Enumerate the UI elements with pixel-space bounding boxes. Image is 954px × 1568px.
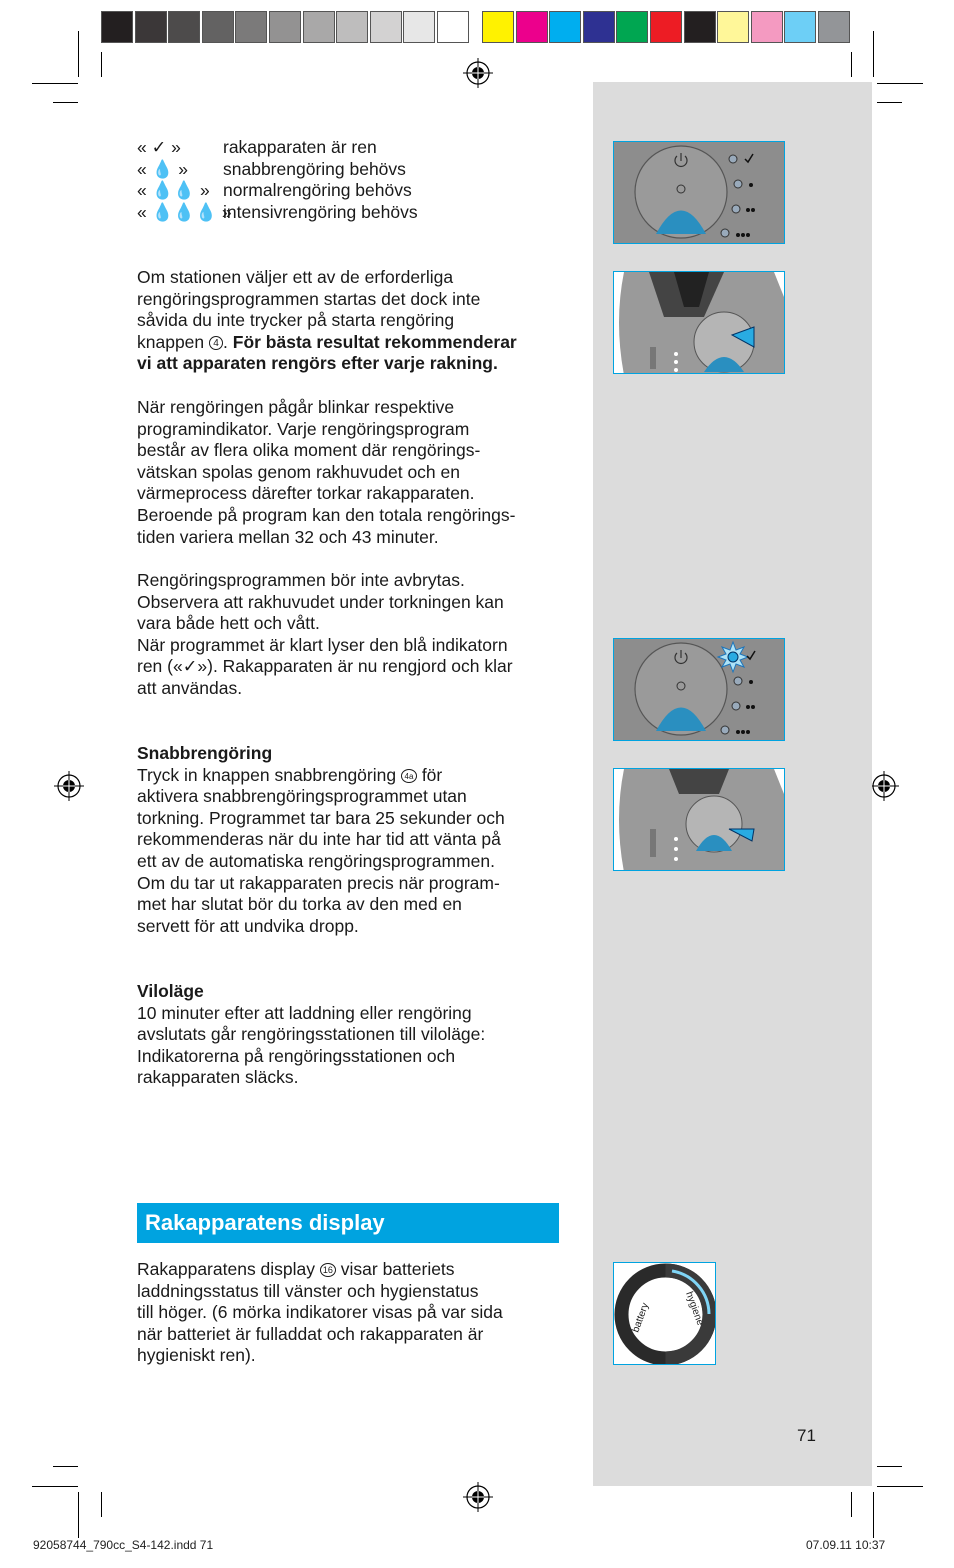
crop-mark: [877, 1466, 902, 1467]
figure-shaver-display: [613, 1262, 716, 1365]
display-ring-illustration: [614, 1263, 716, 1365]
crop-mark: [53, 1466, 78, 1467]
text-line: 10 minuter efter att laddning eller rengöring: [137, 1002, 472, 1023]
page-number: 71: [797, 1426, 816, 1445]
hygiene-label: hygiene: [683, 1290, 706, 1327]
color-swatch: [403, 11, 435, 43]
crop-mark: [851, 1492, 852, 1517]
legend-row: [137, 202, 567, 224]
legend-row: [137, 137, 567, 159]
registration-mark-icon: [463, 1482, 493, 1512]
color-swatch: [168, 11, 200, 43]
text-line: tiden variera mellan 32 och 43 minuter.: [137, 526, 439, 547]
figure-press-quick-clean: [613, 768, 785, 871]
text-line: ren («✓»). Rakapparaten är nu rengjord och klar: [137, 656, 513, 677]
color-swatch: [202, 11, 234, 43]
color-swatch: [784, 11, 816, 43]
text-line: servett för att undvika dropp.: [137, 915, 359, 936]
press-button-illustration: [614, 272, 785, 374]
text-line: när batteriet är fulladdat och rakapparaten är: [137, 1323, 484, 1344]
text-line: rekommenderas när du inte har tid att vänta på: [137, 829, 501, 850]
crop-mark: [78, 31, 79, 77]
text-fragment: Tryck in knappen snabbrengöring: [137, 764, 401, 785]
figure-press-clean-button: [613, 271, 785, 374]
color-swatch: [684, 11, 716, 43]
registration-mark-icon: [54, 771, 84, 801]
color-swatch: [650, 11, 682, 43]
text-line: Om stationen väljer ett av de erforderliga: [137, 267, 454, 287]
reference-number: 4: [209, 336, 223, 350]
text-fragment: knappen: [137, 331, 210, 352]
text-line: met har slutat bör du torka av den med en: [137, 894, 462, 915]
color-swatch: [818, 11, 850, 43]
press-quick-clean-illustration: [614, 769, 785, 871]
paragraph-do-not-interrupt: [137, 570, 567, 700]
text-line: rengöringsprogrammen startas det dock inte: [137, 288, 481, 309]
recommendation-text: För bästa resultat rekommenderar: [232, 331, 517, 352]
legend-text: intensivrengöring behövs: [223, 201, 418, 222]
legend-symbol: « 💧 »: [137, 158, 188, 179]
legend-text: normalrengöring behövs: [223, 180, 412, 201]
text-line: programindikator. Varje rengöringsprogram: [137, 418, 470, 439]
text-line: vara både hett och vått.: [137, 613, 320, 634]
text-line: avslutats går rengöringsstationen till viloläge:: [137, 1024, 486, 1045]
recommendation-text: vi att apparaten rengörs efter varje rakning.: [137, 353, 498, 374]
color-swatch: [583, 11, 615, 43]
text-line: torkning. Programmet tar bara 25 sekunder och: [137, 807, 505, 828]
text-line: att användas.: [137, 677, 243, 698]
footer-file-info: 92058744_790cc_S4-142.indd 71: [33, 1538, 214, 1552]
figure-control-panel-ready: [613, 638, 785, 741]
color-swatch: [482, 11, 514, 43]
footer-timestamp: 07.09.11 10:37: [806, 1538, 886, 1552]
legend-text: rakapparaten är ren: [223, 137, 377, 157]
crop-mark: [873, 1492, 874, 1538]
text-line: [137, 332, 567, 354]
gray-color-bar: [101, 11, 471, 43]
crop-mark: [101, 1492, 102, 1517]
paragraph-start-cleaning: [137, 267, 567, 375]
text-line: [137, 1259, 567, 1281]
control-panel-illustration: [614, 142, 785, 244]
color-swatch: [549, 11, 581, 43]
color-swatch: [135, 11, 167, 43]
crop-mark: [873, 31, 874, 77]
text-line: Om du tar ut rakapparaten precis när program-: [137, 872, 500, 893]
reference-number: 16: [320, 1263, 336, 1277]
color-swatch: [437, 11, 469, 43]
crop-mark: [877, 1486, 923, 1487]
paragraph-cleaning-process: [137, 397, 567, 548]
text-line: Beroende på program kan den totala rengörings-: [137, 504, 516, 525]
text-line: Indikatorerna på rengöringsstationen och: [137, 1045, 456, 1066]
registration-mark-icon: [463, 58, 493, 88]
text-fragment: .: [223, 331, 233, 352]
color-swatch: [303, 11, 335, 43]
process-color-bar: [482, 11, 852, 43]
reference-number: 4a: [401, 769, 417, 783]
paragraph-shaver-display: [137, 1259, 567, 1367]
color-swatch: [616, 11, 648, 43]
text-line: består av flera olika moment där rengörings-: [137, 440, 481, 461]
text-line: värmeprocess därefter torkar rakapparaten.: [137, 483, 475, 504]
battery-label: battery: [630, 1301, 652, 1335]
crop-mark: [32, 1486, 78, 1487]
legend-symbol: « 💧💧 »: [137, 180, 210, 201]
color-swatch: [101, 11, 133, 43]
text-line: Rengöringsprogrammen bör inte avbrytas.: [137, 570, 465, 590]
text-line: [137, 765, 567, 787]
text-fragment: för: [416, 764, 443, 785]
color-swatch: [751, 11, 783, 43]
indicator-legend: [137, 137, 567, 223]
crop-mark: [53, 102, 78, 103]
text-line: hygieniskt ren).: [137, 1345, 256, 1366]
section-heading: Rakapparatens display: [137, 1203, 559, 1243]
control-panel-ready-illustration: [614, 639, 785, 741]
text-fragment: Rakapparatens display: [137, 1259, 320, 1279]
color-swatch: [370, 11, 402, 43]
legend-text: snabbrengöring behövs: [223, 158, 406, 179]
subheading: Snabbrengöring: [137, 743, 273, 763]
color-swatch: [336, 11, 368, 43]
text-line: Observera att rakhuvudet under torkningen kan: [137, 591, 504, 612]
crop-mark: [877, 83, 923, 84]
legend-row: [137, 180, 567, 202]
text-line: aktivera snabbrengöringsprogrammet utan: [137, 786, 467, 807]
color-swatch: [269, 11, 301, 43]
text-line: såvida du inte trycker på starta rengöring: [137, 310, 455, 331]
figure-control-panel: [613, 141, 785, 244]
crop-mark: [877, 102, 902, 103]
subheading: Viloläge: [137, 981, 204, 1001]
text-line: vätskan spolas genom rakhuvudet och en: [137, 461, 460, 482]
legend-symbol: « ✓ »: [137, 137, 181, 157]
crop-mark: [78, 1492, 79, 1538]
text-line: När programmet är klart lyser den blå indikatorn: [137, 634, 508, 655]
text-line: laddningsstatus till vänster och hygienstatus: [137, 1280, 479, 1301]
text-fragment: visar batteriets: [335, 1259, 455, 1279]
registration-mark-icon: [869, 771, 899, 801]
legend-symbol: « 💧💧💧 »: [137, 201, 232, 222]
crop-mark: [101, 52, 102, 77]
color-swatch: [717, 11, 749, 43]
text-line: till höger. (6 mörka indikatorer visas på var sida: [137, 1302, 503, 1323]
text-line: När rengöringen pågår blinkar respektive: [137, 397, 455, 417]
crop-mark: [851, 52, 852, 77]
section-quick-clean: [137, 743, 567, 937]
text-line: rakapparaten släcks.: [137, 1067, 299, 1088]
color-swatch: [235, 11, 267, 43]
crop-mark: [32, 83, 78, 84]
legend-row: [137, 159, 567, 181]
text-line: ett av de automatiska rengöringsprogrammen.: [137, 850, 495, 871]
color-swatch: [516, 11, 548, 43]
section-sleep-mode: [137, 981, 567, 1089]
